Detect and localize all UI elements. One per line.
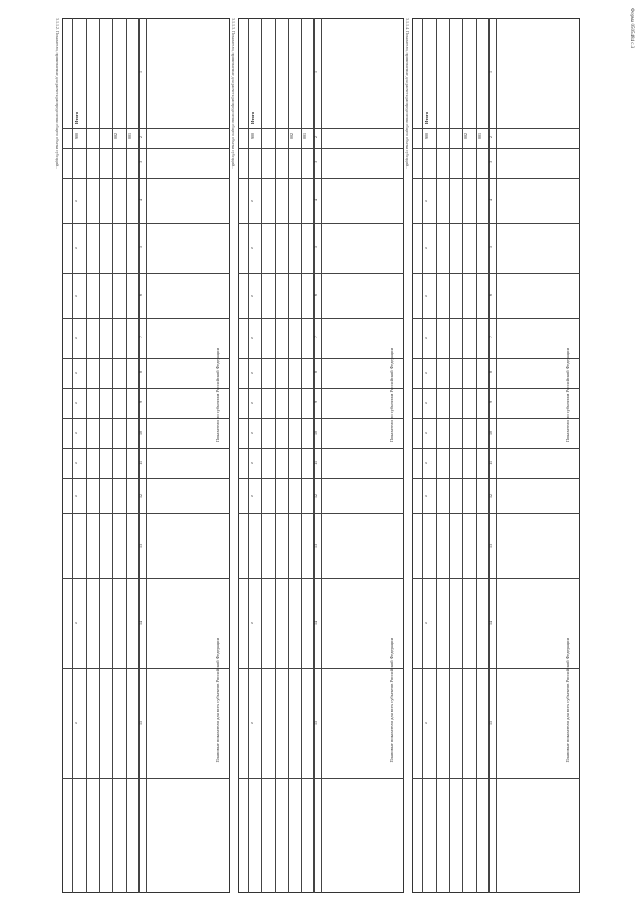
column-separator bbox=[412, 513, 580, 514]
x-mark: x bbox=[250, 720, 253, 725]
column-separator bbox=[238, 223, 404, 224]
total-row-label: Итого bbox=[249, 112, 255, 125]
x-mark: x bbox=[250, 197, 253, 203]
column-number: 2 bbox=[313, 136, 318, 138]
column-separator bbox=[238, 128, 404, 129]
x-mark: x bbox=[425, 292, 428, 298]
header-separator bbox=[321, 18, 322, 893]
column-separator bbox=[62, 273, 230, 274]
x-mark: x bbox=[425, 460, 428, 465]
column-number: 8 bbox=[488, 371, 493, 373]
column-separator bbox=[62, 178, 230, 179]
row-separator bbox=[301, 18, 302, 893]
x-mark: x bbox=[250, 460, 253, 465]
row-code: 001 bbox=[302, 133, 308, 139]
column-separator bbox=[412, 418, 580, 419]
column-number: 12 bbox=[138, 493, 143, 498]
total-row-code: 900 bbox=[424, 133, 430, 139]
column-separator bbox=[62, 128, 230, 129]
row-code: 001 bbox=[126, 133, 132, 139]
row-separator bbox=[489, 18, 490, 893]
distribution-table bbox=[62, 18, 230, 893]
section-heading: 3.1.1.2. Показатели, применяемые для расчета распределения общего объема субсидий... bbox=[55, 18, 60, 170]
column-number: 11 bbox=[313, 461, 318, 465]
column-separator bbox=[238, 388, 404, 389]
column-number: 6 bbox=[313, 293, 318, 296]
row-separator bbox=[422, 18, 423, 893]
column-separator bbox=[62, 513, 230, 514]
column-separator bbox=[412, 388, 580, 389]
column-separator bbox=[62, 358, 230, 359]
column-separator bbox=[238, 148, 404, 149]
column-number: 11 bbox=[138, 461, 143, 465]
row-separator bbox=[248, 18, 249, 893]
row-code: 001 bbox=[476, 133, 482, 139]
row-separator bbox=[314, 18, 315, 893]
row-separator bbox=[126, 18, 127, 893]
column-number: 2 bbox=[488, 136, 493, 138]
x-mark: x bbox=[75, 335, 78, 340]
column-separator bbox=[62, 148, 230, 149]
row-separator bbox=[99, 18, 100, 893]
x-mark: x bbox=[425, 720, 428, 725]
column-number: 6 bbox=[138, 293, 143, 296]
column-number: 9 bbox=[138, 401, 143, 403]
column-number: 14 bbox=[138, 621, 143, 625]
x-mark: x bbox=[75, 430, 78, 435]
column-number: 10 bbox=[313, 431, 318, 435]
header-group-label: Показатели по субъектам Российской Федерации bbox=[565, 348, 570, 443]
x-mark: x bbox=[75, 492, 78, 498]
column-number: 8 bbox=[138, 371, 143, 373]
column-number: 5 bbox=[313, 246, 318, 248]
x-mark: x bbox=[250, 335, 253, 340]
column-number: 4 bbox=[313, 198, 318, 201]
distribution-table bbox=[238, 18, 404, 893]
row-code: 002 bbox=[288, 133, 294, 139]
x-mark: x bbox=[250, 430, 253, 435]
column-separator bbox=[238, 448, 404, 449]
x-mark: x bbox=[250, 370, 253, 375]
x-mark: x bbox=[250, 400, 253, 405]
column-separator bbox=[412, 578, 580, 579]
x-mark: x bbox=[75, 460, 78, 465]
column-number: 1 bbox=[313, 71, 318, 73]
column-separator bbox=[238, 318, 404, 319]
column-separator bbox=[238, 478, 404, 479]
row-separator bbox=[476, 18, 477, 893]
column-number: 12 bbox=[313, 493, 318, 498]
x-mark: x bbox=[425, 400, 428, 405]
section-heading: 3.1.1.3. Показатели, применяемые для расчета распределения общего объема субсидий... bbox=[231, 18, 236, 170]
column-number: 15 bbox=[313, 721, 318, 725]
column-number: 10 bbox=[138, 431, 143, 435]
column-number: 7 bbox=[138, 336, 143, 338]
column-separator bbox=[62, 388, 230, 389]
column-separator bbox=[238, 513, 404, 514]
total-row-code: 900 bbox=[249, 133, 255, 139]
column-separator bbox=[412, 778, 580, 779]
x-mark: x bbox=[75, 400, 78, 405]
total-row-label: Итого bbox=[424, 112, 430, 125]
column-number: 8 bbox=[313, 371, 318, 373]
x-mark: x bbox=[425, 370, 428, 375]
header-group-label: Плановые показатели для всех субъектов Российской Федерации bbox=[215, 638, 220, 763]
row-separator bbox=[275, 18, 276, 893]
x-mark: x bbox=[425, 620, 428, 625]
column-separator bbox=[412, 448, 580, 449]
column-number: 1 bbox=[488, 71, 493, 73]
column-separator bbox=[62, 318, 230, 319]
x-mark: x bbox=[75, 292, 78, 298]
x-mark: x bbox=[425, 492, 428, 498]
x-mark: x bbox=[75, 620, 78, 625]
x-mark: x bbox=[425, 430, 428, 435]
column-number: 15 bbox=[488, 721, 493, 725]
column-separator bbox=[62, 478, 230, 479]
header-separator bbox=[496, 18, 497, 893]
x-mark: x bbox=[250, 292, 253, 298]
x-mark: x bbox=[425, 245, 428, 250]
column-number: 3 bbox=[488, 161, 493, 163]
column-number: 5 bbox=[138, 246, 143, 248]
row-separator bbox=[462, 18, 463, 893]
row-code: 002 bbox=[113, 133, 119, 139]
column-separator bbox=[412, 273, 580, 274]
header-group-label: Показатели по субъектам Российской Федерации bbox=[389, 348, 394, 443]
column-separator bbox=[412, 318, 580, 319]
column-separator bbox=[238, 273, 404, 274]
column-separator bbox=[412, 223, 580, 224]
column-separator bbox=[238, 418, 404, 419]
column-separator bbox=[62, 778, 230, 779]
column-number: 9 bbox=[313, 401, 318, 403]
column-separator bbox=[238, 578, 404, 579]
row-separator bbox=[288, 18, 289, 893]
column-separator bbox=[62, 448, 230, 449]
column-number: 14 bbox=[313, 621, 318, 625]
column-separator bbox=[412, 478, 580, 479]
x-mark: x bbox=[250, 245, 253, 250]
column-separator bbox=[412, 148, 580, 149]
x-mark: x bbox=[75, 370, 78, 375]
column-number: 15 bbox=[138, 721, 143, 725]
column-number: 3 bbox=[138, 161, 143, 163]
column-number: 12 bbox=[488, 493, 493, 498]
x-mark: x bbox=[75, 720, 78, 725]
column-number: 13 bbox=[488, 543, 493, 548]
column-number: 9 bbox=[488, 401, 493, 403]
column-number: 13 bbox=[138, 543, 143, 548]
section-heading: 3.1.1.4. Показатели, применяемые для расчета распределения общего объема субсидий... bbox=[405, 18, 410, 170]
column-number: 4 bbox=[138, 198, 143, 201]
column-separator bbox=[412, 178, 580, 179]
row-separator bbox=[139, 18, 140, 893]
header-group-label: Плановые показатели для всех субъектов Российской Федерации bbox=[389, 638, 394, 763]
row-separator bbox=[436, 18, 437, 893]
distribution-table bbox=[412, 18, 580, 893]
row-separator bbox=[72, 18, 73, 893]
column-number: 7 bbox=[488, 336, 493, 338]
form-code: Форма 0505484 с.3 bbox=[629, 8, 634, 49]
row-code: 002 bbox=[463, 133, 469, 139]
column-separator bbox=[62, 578, 230, 579]
column-number: 7 bbox=[313, 336, 318, 338]
x-mark: x bbox=[425, 197, 428, 203]
column-separator bbox=[238, 668, 404, 669]
header-group-label: Плановые показатели для всех субъектов Российской Федерации bbox=[565, 638, 570, 763]
x-mark: x bbox=[75, 197, 78, 203]
column-separator bbox=[412, 668, 580, 669]
column-separator bbox=[62, 223, 230, 224]
total-row-code: 900 bbox=[74, 133, 80, 139]
header-group-label: Показатели по субъектам Российской Федерации bbox=[215, 348, 220, 443]
row-separator bbox=[112, 18, 113, 893]
column-number: 3 bbox=[313, 161, 318, 163]
x-mark: x bbox=[75, 245, 78, 250]
column-separator bbox=[412, 358, 580, 359]
header-separator bbox=[146, 18, 147, 893]
column-number: 13 bbox=[313, 543, 318, 548]
column-number: 6 bbox=[488, 293, 493, 296]
x-mark: x bbox=[250, 492, 253, 498]
column-number: 10 bbox=[488, 431, 493, 435]
column-number: 4 bbox=[488, 198, 493, 201]
column-separator bbox=[238, 358, 404, 359]
total-row-label: Итого bbox=[74, 112, 80, 125]
column-separator bbox=[62, 668, 230, 669]
column-separator bbox=[412, 128, 580, 129]
column-number: 5 bbox=[488, 246, 493, 248]
row-separator bbox=[449, 18, 450, 893]
column-number: 11 bbox=[488, 461, 493, 465]
row-separator bbox=[261, 18, 262, 893]
x-mark: x bbox=[425, 335, 428, 340]
column-number: 2 bbox=[138, 136, 143, 138]
column-separator bbox=[238, 178, 404, 179]
column-number: 1 bbox=[138, 71, 143, 73]
column-separator bbox=[238, 778, 404, 779]
row-separator bbox=[86, 18, 87, 893]
x-mark: x bbox=[250, 620, 253, 625]
column-number: 14 bbox=[488, 621, 493, 625]
column-separator bbox=[62, 418, 230, 419]
